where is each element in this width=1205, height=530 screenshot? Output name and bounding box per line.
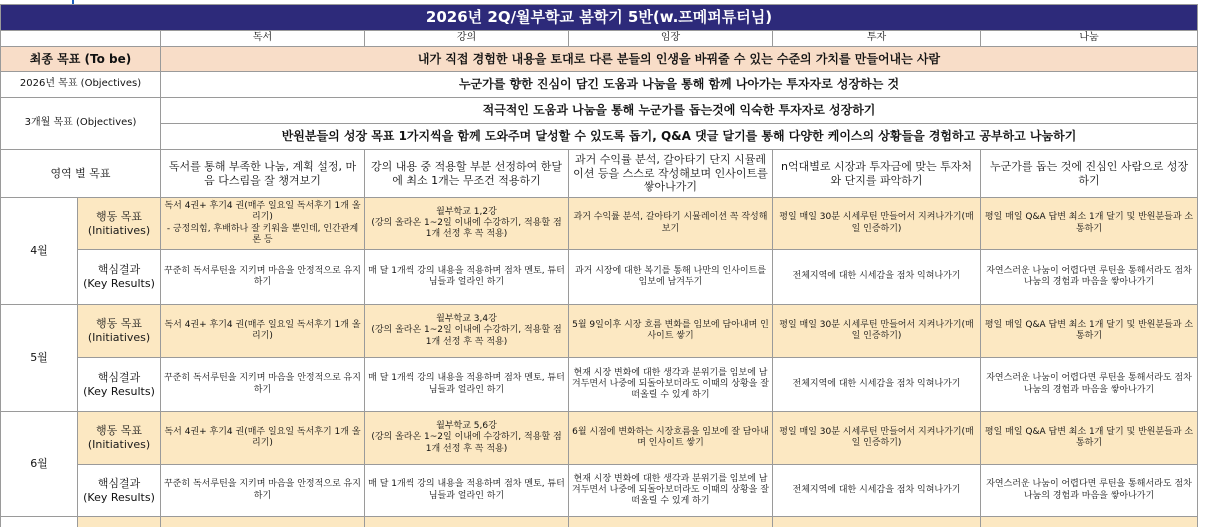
area-goal-investment[interactable]: n억대별로 시장과 투자금에 맞는 투자처와 단지를 파악하기 bbox=[773, 150, 981, 198]
june-initiative-investment[interactable]: 평일 매일 30분 시세루틴 만들어서 지켜나가기(매일 인증하기) bbox=[773, 412, 981, 465]
header-investment[interactable]: 투자 bbox=[773, 31, 981, 47]
tail-cell[interactable] bbox=[1, 517, 78, 527]
key-results-label[interactable]: 핵심결과 (Key Results) bbox=[78, 358, 161, 412]
april-initiatives-row bbox=[1, 198, 1198, 250]
may-initiative-site-visit[interactable]: 5월 9일이후 시장 흐름 변화를 임보에 담아내며 인사이트 쌓기 bbox=[569, 305, 773, 358]
quarter-goal-row-1 bbox=[1, 98, 1198, 124]
june-key-results-row bbox=[1, 465, 1198, 517]
may-initiatives-row bbox=[1, 305, 1198, 358]
may-initiative-sharing[interactable]: 평일 매일 Q&A 답변 최소 1개 달기 및 반원분들과 소통하기 bbox=[981, 305, 1198, 358]
area-goal-reading[interactable]: 독서를 통해 부족한 나눔, 계획 설정, 마음 다스림을 잘 챙겨보기 bbox=[161, 150, 365, 198]
june-kr-investment[interactable]: 전체지역에 대한 시세감을 점차 익혀나가기 bbox=[773, 465, 981, 517]
area-goals-label[interactable]: 영역 별 목표 bbox=[1, 150, 161, 198]
april-key-results-row bbox=[1, 250, 1198, 305]
april-kr-lecture[interactable]: 매 달 1개씩 강의 내용을 적용하며 점차 멘토, 튜터님들과 얼라인 하기 bbox=[365, 250, 569, 305]
month-label-april[interactable]: 4월 bbox=[1, 198, 78, 305]
may-kr-sharing[interactable]: 자연스러운 나눔이 어렵다면 루틴을 통해서라도 점차 나눔의 경험과 마음을 쌓아나가기 bbox=[981, 358, 1198, 412]
title-row bbox=[1, 5, 1198, 31]
initiatives-label[interactable]: 행동 목표 (Initiatives) bbox=[78, 198, 161, 250]
may-key-results-row bbox=[1, 358, 1198, 412]
may-initiative-lecture[interactable]: 월부학교 3,4강 (강의 올라온 1~2일 이내에 수강하기, 적용할 점 1개 선정 후 꼭 적용) bbox=[365, 305, 569, 358]
initiatives-label[interactable]: 행동 목표 (Initiatives) bbox=[78, 305, 161, 358]
area-goal-site-visit[interactable]: 과거 수익률 분석, 갈아타기 단지 시뮬레이션 등을 스스로 작성해보며 인사이트를 쌓아나가기 bbox=[569, 150, 773, 198]
annual-goal-row bbox=[1, 72, 1198, 98]
quarter-goal-label[interactable]: 3개월 목표 (Objectives) bbox=[1, 98, 161, 150]
april-kr-reading[interactable]: 꾸준히 독서루틴을 지키며 마음을 안정적으로 유지하기 bbox=[161, 250, 365, 305]
initiatives-label[interactable]: 행동 목표 (Initiatives) bbox=[78, 412, 161, 465]
quarter-goal-text-2[interactable]: 반원분들의 성장 목표 1가지씩을 함께 도와주며 달성할 수 있도록 돕기, Q&A 댓글 달기를 통해 다양한 케이스의 상황들을 경험하고 공부하고 나눔하기 bbox=[161, 124, 1198, 150]
quarter-goal-text-1[interactable]: 적극적인 도움과 나눔을 통해 누군가를 돕는것에 익숙한 투자자로 성장하기 bbox=[161, 98, 1198, 124]
april-initiative-lecture[interactable]: 월부학교 1,2강 (강의 올라온 1~2일 이내에 수강하기, 적용할 점 1개 선정 후 꼭 적용) bbox=[365, 198, 569, 250]
header-site-visit[interactable]: 임장 bbox=[569, 31, 773, 47]
header-reading[interactable]: 독서 bbox=[161, 31, 365, 47]
june-initiative-sharing[interactable]: 평일 매일 Q&A 답변 최소 1개 달기 및 반원분들과 소통하기 bbox=[981, 412, 1198, 465]
june-initiative-reading[interactable]: 독서 4권+ 후기4 권(매주 일요일 독서후기 1개 올리기) bbox=[161, 412, 365, 465]
final-goal-row bbox=[1, 47, 1198, 72]
tail-cell[interactable] bbox=[981, 517, 1198, 527]
june-initiatives-row bbox=[1, 412, 1198, 465]
area-goal-sharing[interactable]: 누군가를 돕는 것에 진심인 사람으로 성장하기 bbox=[981, 150, 1198, 198]
june-kr-site-visit[interactable]: 현재 시장 변화에 대한 생각과 분위기를 임보에 남겨두면서 나중에 되돌아보더라도 이때의 상황을 잘 떠올릴 수 있게 하기 bbox=[569, 465, 773, 517]
category-header-row bbox=[1, 31, 1198, 47]
key-results-label[interactable]: 핵심결과 (Key Results) bbox=[78, 250, 161, 305]
april-kr-investment[interactable]: 전체지역에 대한 시세감을 점차 익혀나가기 bbox=[773, 250, 981, 305]
area-goals-row bbox=[1, 150, 1198, 198]
june-kr-reading[interactable]: 꾸준히 독서루틴을 지키며 마음을 안정적으로 유지하기 bbox=[161, 465, 365, 517]
may-kr-lecture[interactable]: 매 달 1개씩 강의 내용을 적용하며 점차 멘토, 튜터님들과 얼라인 하기 bbox=[365, 358, 569, 412]
tail-cell[interactable] bbox=[161, 517, 365, 527]
june-kr-lecture[interactable]: 매 달 1개씩 강의 내용을 적용하며 점차 멘토, 튜터님들과 얼라인 하기 bbox=[365, 465, 569, 517]
next-row-partial bbox=[1, 517, 1198, 527]
header-blank-cell[interactable] bbox=[1, 31, 161, 47]
okr-table bbox=[0, 4, 1198, 527]
tail-cell[interactable] bbox=[365, 517, 569, 527]
tail-cell[interactable] bbox=[569, 517, 773, 527]
april-initiative-sharing[interactable]: 평일 매일 Q&A 답변 최소 1개 달기 및 반원분들과 소통하기 bbox=[981, 198, 1198, 250]
april-kr-site-visit[interactable]: 과거 시장에 대한 복기를 통해 나만의 인사이트를 임보에 남겨두기 bbox=[569, 250, 773, 305]
quarter-goal-row-2 bbox=[1, 124, 1198, 150]
annual-goal-text[interactable]: 누군가를 향한 진심이 담긴 도움과 나눔을 통해 함께 나아가는 투자자로 성장하는 것 bbox=[161, 72, 1198, 98]
may-initiative-investment[interactable]: 평일 매일 30분 시세루틴 만들어서 지켜나가기(매일 인증하기) bbox=[773, 305, 981, 358]
header-lecture[interactable]: 강의 bbox=[365, 31, 569, 47]
april-initiative-site-visit[interactable]: 과거 수익률 분석, 갈아타기 시뮬레이션 꼭 작성해보기 bbox=[569, 198, 773, 250]
may-kr-site-visit[interactable]: 현재 시장 변화에 대한 생각과 분위기를 임보에 남겨두면서 나중에 되돌아보더라도 이때의 상황을 잘 떠올릴 수 있게 하기 bbox=[569, 358, 773, 412]
month-label-june[interactable]: 6월 bbox=[1, 412, 78, 517]
header-sharing[interactable]: 나눔 bbox=[981, 31, 1198, 47]
area-goal-lecture[interactable]: 강의 내용 중 적용할 부분 선정하여 한달에 최소 1개는 무조건 적용하기 bbox=[365, 150, 569, 198]
april-initiative-investment[interactable]: 평일 매일 30분 시세루틴 만들어서 지켜나가기(매일 인증하기) bbox=[773, 198, 981, 250]
key-results-label[interactable]: 핵심결과 (Key Results) bbox=[78, 465, 161, 517]
april-initiative-reading[interactable]: 독서 4권+ 후기4 권(매주 일요일 독서후기 1개 올리기) - 긍정의힘, 후배하나 잘 키워을 뿐인데, 인간관계론 등 bbox=[161, 198, 365, 250]
month-label-may[interactable]: 5월 bbox=[1, 305, 78, 412]
final-goal-text[interactable]: 내가 직접 경험한 내용을 토대로 다른 분들의 인생을 바꿔줄 수 있는 수준의 가치를 만들어내는 사람 bbox=[161, 47, 1198, 72]
june-initiative-lecture[interactable]: 월부학교 5,6강 (강의 올라온 1~2일 이내에 수강하기, 적용할 점 1개 선정 후 꼭 적용) bbox=[365, 412, 569, 465]
final-goal-label[interactable]: 최종 목표 (To be) bbox=[1, 47, 161, 72]
tail-cell[interactable] bbox=[773, 517, 981, 527]
annual-goal-label[interactable]: 2026년 목표 (Objectives) bbox=[1, 72, 161, 98]
sheet-title[interactable]: 2026년 2Q/월부학교 봄학기 5반(w.프메퍼튜터님) bbox=[1, 5, 1198, 31]
june-initiative-site-visit[interactable]: 6월 시점에 변화하는 시장흐름을 임보에 잘 담아내며 인사이트 쌓기 bbox=[569, 412, 773, 465]
may-kr-investment[interactable]: 전체지역에 대한 시세감을 점차 익혀나가기 bbox=[773, 358, 981, 412]
may-kr-reading[interactable]: 꾸준히 독서루틴을 지키며 마음을 안정적으로 유지하기 bbox=[161, 358, 365, 412]
april-kr-sharing[interactable]: 자연스러운 나눔이 어렵다면 루틴을 통해서라도 점차 나눔의 경험과 마음을 쌓아나가기 bbox=[981, 250, 1198, 305]
june-kr-sharing[interactable]: 자연스러운 나눔이 어렵다면 루틴을 통해서라도 점차 나눔의 경험과 마음을 쌓아나가기 bbox=[981, 465, 1198, 517]
may-initiative-reading[interactable]: 독서 4권+ 후기4 권(매주 일요일 독서후기 1개 올리기) bbox=[161, 305, 365, 358]
tail-cell[interactable] bbox=[78, 517, 161, 527]
